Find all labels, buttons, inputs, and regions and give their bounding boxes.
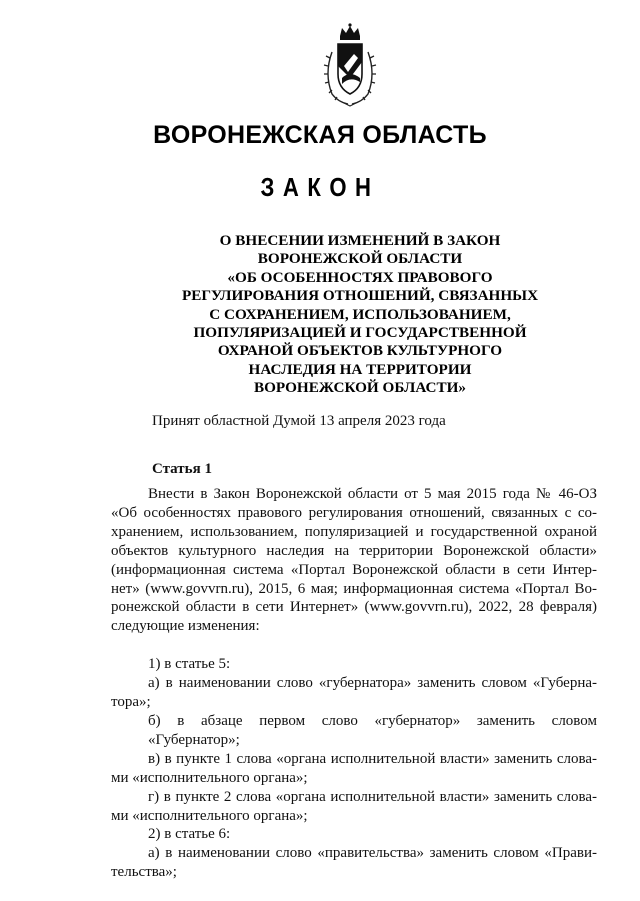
- change-line: 2) в статье 6:: [148, 826, 231, 843]
- change-line: а) в наименовании слово «губернатора» заменить словом «Губерна-: [148, 675, 597, 692]
- intro-line: нет» (www.govvrn.ru), 2015, 6 мая; информационная система «Портал Во-: [111, 580, 597, 597]
- change-line: а) в наименовании слово «правительства» заменить словом «Прави-: [148, 845, 597, 862]
- region-title: ВОРОНЕЖСКАЯ ОБЛАСТЬ: [153, 121, 487, 149]
- law-title: [140, 232, 580, 398]
- law-title-line: С СОХРАНЕНИЕМ, ИСПОЛЬЗОВАНИЕМ,: [209, 305, 511, 323]
- intro-line: «Об особенностях правового регулирования отношений, связанных с со-: [111, 504, 597, 521]
- intro-line: следующие изменения:: [111, 618, 260, 635]
- change-line: тора»;: [111, 694, 151, 711]
- change-line: в) в пункте 1 слова «органа исполнительной власти» заменить слова-: [148, 750, 597, 767]
- intro-line: объектов культурного наследия на территории Воронежской области»: [111, 542, 597, 559]
- change-line: б) в абзаце первом слово «губернатор» заменить словом «Губернатор»;: [148, 712, 597, 748]
- article-heading: Статья 1: [152, 461, 212, 477]
- change-line: ми «исполнительного органа»;: [111, 807, 308, 824]
- change-line: ми «исполнительного органа»;: [111, 769, 308, 786]
- article-body: [111, 485, 597, 882]
- law-title-line: ВОРОНЕЖСКОЙ ОБЛАСТИ»: [253, 379, 467, 397]
- law-title-line: ВОРОНЕЖСКОЙ ОБЛАСТИ: [257, 250, 463, 268]
- law-title-line: О ВНЕСЕНИИ ИЗМЕНЕНИЙ В ЗАКОН: [219, 232, 501, 249]
- law-title-line: «ОБ ОСОБЕННОСТЯХ ПРАВОВОГО: [227, 268, 493, 286]
- change-line: тельства»;: [111, 864, 177, 881]
- adoption-note: Принят областной Думой 13 апреля 2023 года: [152, 413, 446, 429]
- law-title-line: РЕГУЛИРОВАНИЯ ОТНОШЕНИЙ, СВЯЗАННЫХ: [181, 287, 539, 305]
- change-line: г) в пункте 2 слова «органа исполнительной власти» заменить слова-: [148, 788, 597, 805]
- paragraph-gap: [111, 636, 597, 655]
- law-title-line: НАСЛЕДИЯ НА ТЕРРИТОРИИ: [248, 360, 472, 378]
- voronezh-coat-of-arms-icon: [318, 22, 382, 108]
- law-title-line: ОХРАНОЙ ОБЪЕКТОВ КУЛЬТУРНОГО: [217, 342, 503, 360]
- intro-line: ронежской области в сети Интернет» (www.govvrn.ru), 2022, 28 февраля): [111, 599, 597, 616]
- document-type: ЗАКОН: [260, 172, 380, 202]
- intro-line: (информационная система «Портал Воронежской области в сети Интер-: [111, 561, 597, 578]
- change-line: 1) в статье 5:: [148, 656, 231, 673]
- intro-line: Внести в Закон Воронежской области от 5 мая 2015 года № 46-ОЗ: [148, 486, 597, 502]
- intro-line: хранением, использованием, популяризацией и государственной охраной: [111, 523, 597, 540]
- law-title-line: ПОПУЛЯРИЗАЦИЕЙ И ГОСУДАРСТВЕННОЙ: [193, 324, 527, 342]
